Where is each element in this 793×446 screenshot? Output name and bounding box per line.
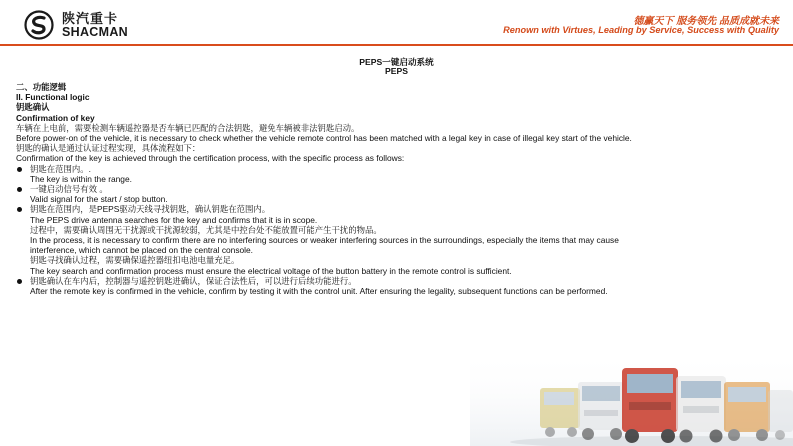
brand-name-cn: 陕汽重卡	[62, 11, 119, 26]
shacman-logo-icon	[24, 10, 54, 40]
list-item-en: The key is within the range.	[30, 173, 132, 184]
paragraph-en: Before power-on of the vehicle, it is necessary to check whether the vehicle remote control has been matched with a legal key in case of illegal key start of the vehicle.	[16, 133, 632, 144]
list-item	[16, 164, 776, 184]
paragraph-cn: 车辆在上电前，需要检测车辆遥控器是否车辆已匹配的合法钥匙，避免车辆被非法钥匙启动。	[16, 122, 360, 133]
list-item-cn: 钥匙在范围内。.	[30, 163, 91, 174]
list-item-en: Valid signal for the start / stop button.	[30, 194, 168, 205]
brand-name-en: SHACMAN	[62, 25, 128, 39]
list-item-en: After the remote key is confirmed in the vehicle, confirm by testing it with the control unit. After ensuring the legality, subsequent functions can be performed.	[30, 286, 608, 297]
list-item-detail-en: interference, which cannot be placed on the central console.	[30, 245, 254, 256]
header-divider	[0, 44, 793, 46]
slogan-cn: 德赢天下 服务领先 品质成就未来	[633, 16, 779, 27]
list-item-detail-en: The key search and confirmation process must ensure the electrical voltage of the button battery in the remote control is sufficient.	[30, 265, 512, 276]
section-heading-en: II. Functional logic	[16, 92, 90, 103]
document-title-cn: PEPS一键启动系统	[359, 57, 434, 67]
list-item	[16, 184, 776, 204]
document-body	[16, 82, 776, 296]
list-item-detail-cn: 钥匙寻找确认过程，需要确保遥控器纽扣电池电量充足。	[30, 255, 240, 266]
list-item-cn: 钥匙确认在车内后，控制器与遥控钥匙进确认，保证合法性后，可以进行后续功能进行。	[30, 275, 357, 286]
section-heading-cn: 二、功能逻辑	[16, 82, 67, 92]
truck-fleet-illustration	[470, 350, 793, 446]
list-item-cn: 钥匙在范围内，是PEPS驱动天线寻找钥匙，确认钥匙在范围内。	[30, 204, 271, 215]
slogan-en: Renown with Virtues, Leading by Service, Success with Quality	[503, 25, 779, 35]
list-item	[16, 276, 776, 296]
list-item-en: The PEPS drive antenna searches for the key and confirms that it is in scope.	[30, 214, 318, 225]
bullet-icon	[17, 207, 22, 212]
list-item-detail-en: In the process, it is necessary to confirm there are no interfering sources or weaker interfering sources in the surroundings, especially the items that may cause	[30, 235, 619, 246]
paragraph-en: Confirmation of the key is achieved through the certification process, with the specific process as follows:	[16, 153, 405, 164]
list-item-detail-cn: 过程中，需要确认周围无干扰源或干扰源较弱，尤其是中控台处不能放置可能产生干扰的物品。	[30, 224, 382, 235]
bullet-icon	[17, 167, 22, 172]
document-title-en: PEPS	[385, 66, 408, 76]
list-item-cn: 一键启动信号有效 。	[30, 184, 108, 195]
list-item	[16, 204, 776, 275]
subsection-heading-en: Confirmation of key	[16, 112, 95, 123]
bullet-icon	[17, 279, 22, 284]
subsection-heading-cn: 钥匙确认	[16, 102, 50, 113]
paragraph-cn: 钥匙的确认是通过认证过程实现，具体流程如下：	[16, 143, 201, 154]
page-header	[0, 0, 793, 48]
bullet-icon	[17, 187, 22, 192]
